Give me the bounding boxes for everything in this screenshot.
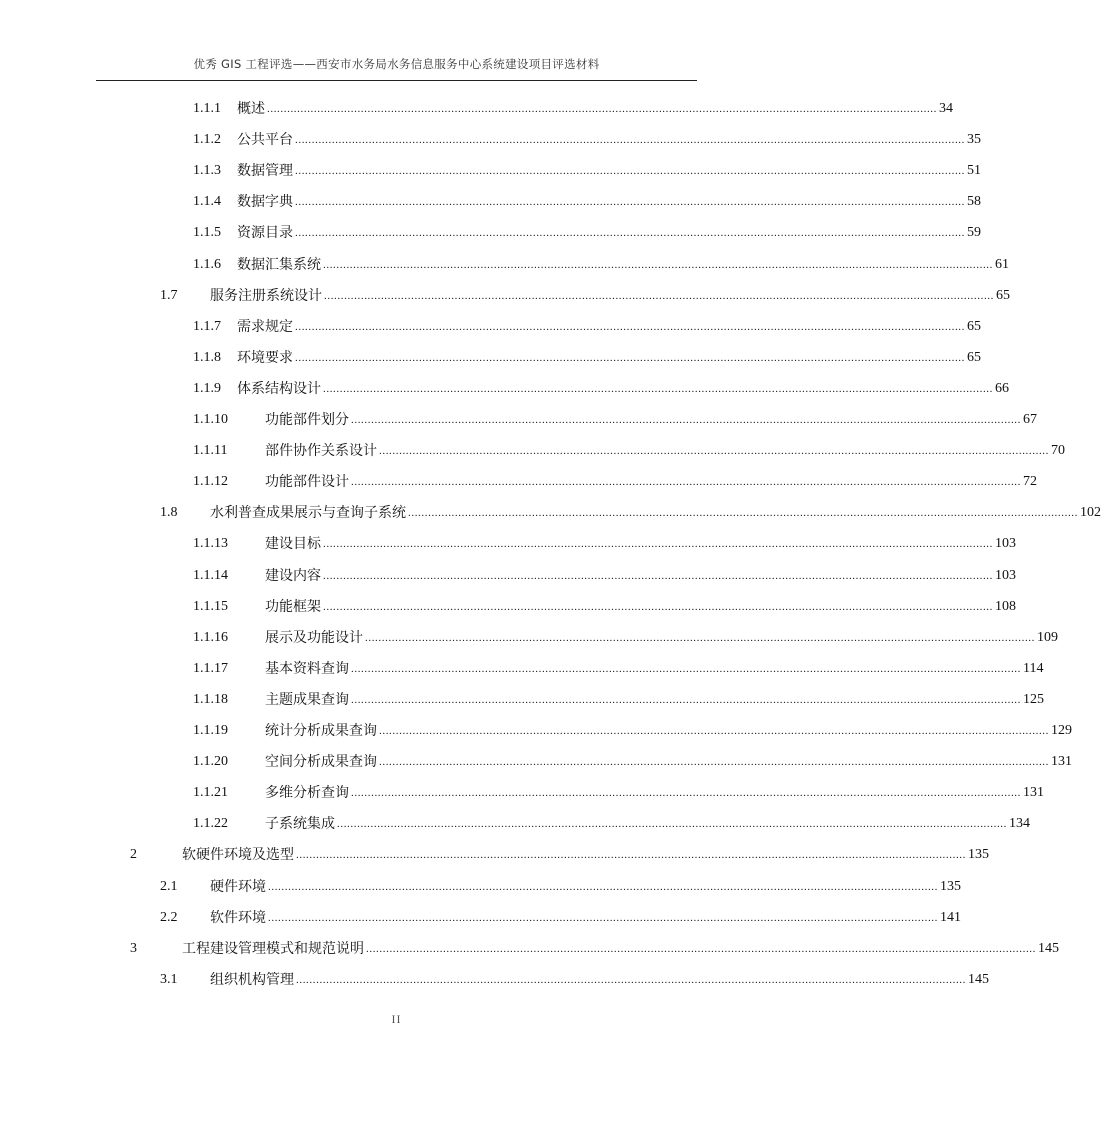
toc-entry-page: 131 — [1023, 785, 1044, 801]
toc-entry-number: 1.1.13 — [193, 536, 228, 552]
toc-entry[interactable] — [193, 128, 981, 149]
toc-entry-title: 建设目标 — [265, 536, 321, 553]
toc-entry-page: 114 — [1023, 660, 1044, 676]
toc-entry-title: 体系结构设计 — [237, 380, 321, 397]
toc-entry-number: 1.1.14 — [193, 567, 228, 583]
toc-entry-number: 1.1.19 — [193, 723, 228, 738]
toc-entry[interactable] — [160, 906, 961, 926]
toc-entry[interactable] — [193, 626, 1058, 646]
toc-dot-leader: ........................................................................................................................................................................................................ — [365, 631, 1035, 644]
toc-entry[interactable] — [193, 595, 1016, 615]
toc-entry-page: 34 — [939, 101, 953, 116]
toc-dot-leader: ........................................................................................................................................................................................................ — [351, 693, 1021, 706]
toc-dot-leader: ........................................................................................................................................................................................................ — [324, 289, 994, 302]
toc-dot-leader: ........................................................................................................................................................................................................ — [295, 165, 965, 178]
toc-entry[interactable] — [193, 253, 1009, 273]
toc-entry-title: 数据汇集系统 — [237, 256, 321, 273]
toc-dot-leader: ........................................................................................................................................................................................................ — [379, 445, 1049, 458]
toc-entry[interactable] — [160, 875, 961, 895]
toc-entry-page: 135 — [940, 878, 961, 894]
toc-entry-number: 1.1.17 — [193, 660, 228, 676]
toc-dot-leader: ........................................................................................................................................................................................................ — [379, 756, 1049, 769]
toc-dot-leader: ........................................................................................................................................................................................................ — [323, 258, 993, 271]
toc-entry[interactable] — [193, 532, 1016, 553]
toc-entry-title: 概述 — [237, 101, 265, 117]
toc-entry-page: 141 — [940, 909, 961, 925]
toc-entry-number: 1.1.18 — [193, 691, 228, 707]
toc-entry-page: 65 — [996, 287, 1010, 303]
toc-entry-page: 70 — [1051, 443, 1065, 459]
toc-entry-title: 组织机构管理 — [210, 971, 294, 988]
toc-entry[interactable] — [130, 843, 989, 864]
toc-entry-number: 1.1.7 — [193, 318, 221, 334]
toc-entry[interactable] — [193, 781, 1044, 802]
toc-entry-number: 1.1.16 — [193, 629, 228, 645]
toc-dot-leader: ........................................................................................................................................................................................................ — [268, 911, 938, 924]
toc-entry-page: 35 — [967, 132, 981, 148]
toc-entry[interactable] — [193, 688, 1044, 708]
toc-entry[interactable] — [193, 812, 1030, 833]
toc-entry[interactable] — [193, 346, 981, 366]
toc-entry-page: 67 — [1023, 412, 1037, 427]
toc-entry-page: 145 — [1038, 940, 1059, 956]
toc-entry-title: 需求规定 — [237, 318, 293, 335]
toc-entry-title: 服务注册系统设计 — [210, 287, 322, 304]
toc-entry-title: 子系统集成 — [265, 816, 335, 833]
toc-entry[interactable] — [193, 159, 981, 180]
toc-entry-title: 硬件环境 — [210, 878, 266, 895]
toc-entry-title: 功能部件划分 — [265, 412, 349, 428]
toc-entry[interactable] — [193, 470, 1037, 491]
toc-entry-number: 3.1 — [160, 971, 178, 987]
toc-entry-number: 1.1.4 — [193, 194, 221, 210]
toc-entry[interactable] — [193, 221, 981, 242]
toc-dot-leader: ........................................................................................................................................................................................................ — [296, 849, 966, 862]
toc-dot-leader: ........................................................................................................................................................................................................ — [408, 507, 1078, 520]
toc-entry-number: 1.1.3 — [193, 163, 221, 179]
toc-entry-title: 数据字典 — [237, 194, 293, 211]
toc-dot-leader: ........................................................................................................................................................................................................ — [295, 351, 965, 364]
toc-entry-number: 1.7 — [160, 287, 178, 303]
toc-entry[interactable] — [160, 284, 1010, 304]
toc-entry-number: 1.1.5 — [193, 225, 221, 241]
toc-dot-leader: ........................................................................................................................................................................................................ — [366, 942, 1036, 955]
toc-dot-leader: ........................................................................................................................................................................................................ — [337, 818, 1007, 831]
toc-entry[interactable] — [193, 315, 981, 335]
toc-dot-leader: ........................................................................................................................................................................................................ — [351, 414, 1021, 426]
toc-dot-leader: ........................................................................................................................................................................................................ — [351, 787, 1021, 800]
toc-entry[interactable] — [193, 408, 1037, 428]
toc-entry-number: 1.1.10 — [193, 412, 228, 427]
toc-dot-leader: ........................................................................................................................................................................................................ — [323, 569, 993, 582]
toc-entry-page: 134 — [1009, 816, 1030, 832]
toc-entry-page: 103 — [995, 567, 1016, 583]
toc-entry[interactable] — [193, 439, 1065, 460]
running-header: 优秀 GIS 工程评选——西安市水务局水务信息服务中心系统建设项目评选材料 — [193, 57, 600, 71]
toc-entry-title: 功能框架 — [265, 598, 321, 615]
toc-entry-page: 145 — [968, 971, 989, 987]
toc-entry-title: 软件环境 — [210, 909, 266, 926]
toc-entry[interactable] — [160, 501, 1101, 522]
toc-entry-title: 展示及功能设计 — [265, 629, 363, 646]
toc-entry-title: 软硬件环境及选型 — [182, 847, 294, 864]
toc-entry-title: 多维分析查询 — [265, 785, 349, 802]
toc-entry-page: 125 — [1023, 691, 1044, 707]
toc-dot-leader: ........................................................................................................................................................................................................ — [295, 320, 965, 333]
toc-entry-page: 65 — [967, 349, 981, 365]
toc-entry-page: 102 — [1080, 505, 1101, 521]
toc-entry-title: 水利普查成果展示与查询子系统 — [210, 505, 406, 522]
toc-entry-number: 1.1.1 — [193, 101, 221, 116]
toc-entry[interactable] — [193, 657, 1044, 677]
toc-entry-number: 1.1.9 — [193, 380, 221, 396]
toc-entry-page: 103 — [995, 536, 1016, 552]
toc-entry-page: 58 — [967, 194, 981, 210]
toc-dot-leader: ........................................................................................................................................................................................................ — [295, 196, 965, 209]
toc-entry-number: 1.8 — [160, 505, 178, 521]
toc-entry-page: 109 — [1037, 629, 1058, 645]
toc-entry-title: 基本资料查询 — [265, 660, 349, 677]
toc-entry-page: 72 — [1023, 474, 1037, 490]
toc-entry[interactable] — [193, 719, 1072, 739]
toc-dot-leader: ........................................................................................................................................................................................................ — [268, 880, 938, 893]
toc-entry-page: 135 — [968, 847, 989, 863]
toc-entry-title: 工程建设管理模式和规范说明 — [182, 940, 364, 957]
toc-entry[interactable] — [160, 968, 989, 988]
toc-entry-number: 1.1.8 — [193, 349, 221, 365]
toc-entry-number: 1.1.11 — [193, 443, 228, 459]
toc-entry-number: 1.1.15 — [193, 598, 228, 614]
toc-entry-title: 建设内容 — [265, 567, 321, 584]
toc-dot-leader: ........................................................................................................................................................................................................ — [267, 103, 937, 115]
toc-entry-page: 61 — [995, 256, 1009, 272]
toc-entry-title: 公共平台 — [237, 132, 293, 149]
toc-entry-number: 2 — [130, 847, 137, 863]
toc-entry-title: 主题成果查询 — [265, 691, 349, 708]
toc-dot-leader: ........................................................................................................................................................................................................ — [296, 973, 966, 986]
toc-dot-leader: ........................................................................................................................................................................................................ — [323, 600, 993, 613]
toc-entry-page: 129 — [1051, 723, 1072, 738]
toc-entry-title: 环境要求 — [237, 349, 293, 366]
toc-dot-leader: ........................................................................................................................................................................................................ — [351, 476, 1021, 489]
toc-entry-number: 1.1.6 — [193, 256, 221, 272]
toc-dot-leader: ........................................................................................................................................................................................................ — [323, 538, 993, 551]
toc-entry-number: 2.1 — [160, 878, 178, 894]
toc-entry-page: 66 — [995, 380, 1009, 396]
toc-entry-title: 资源目录 — [237, 225, 293, 242]
toc-entry-page: 131 — [1051, 754, 1072, 770]
toc-entry-title: 功能部件设计 — [265, 474, 349, 491]
header-rule — [96, 80, 697, 81]
toc-entry-title: 空间分析成果查询 — [265, 754, 377, 771]
toc-entry-number: 1.1.2 — [193, 132, 221, 148]
toc-entry-number: 3 — [130, 940, 137, 956]
toc-entry[interactable] — [193, 564, 1016, 584]
toc-entry[interactable] — [130, 937, 1059, 957]
toc-entry[interactable] — [193, 377, 1009, 397]
toc-entry-page: 59 — [967, 225, 981, 241]
toc-entry-title: 部件协作关系设计 — [265, 443, 377, 460]
page-number: II — [391, 1012, 402, 1026]
toc-entry[interactable] — [193, 750, 1072, 771]
toc-entry-number: 1.1.21 — [193, 785, 228, 801]
toc-entry-number: 1.1.20 — [193, 754, 228, 770]
toc-entry[interactable] — [193, 190, 981, 211]
toc-entry-number: 1.1.12 — [193, 474, 228, 490]
toc-dot-leader: ........................................................................................................................................................................................................ — [379, 725, 1049, 737]
toc-entry-title: 数据管理 — [237, 163, 293, 180]
toc-entry-number: 2.2 — [160, 909, 178, 925]
toc-dot-leader: ........................................................................................................................................................................................................ — [351, 662, 1021, 675]
toc-entry-page: 108 — [995, 598, 1016, 614]
toc-entry-page: 51 — [967, 163, 981, 179]
toc-dot-leader: ........................................................................................................................................................................................................ — [323, 382, 993, 395]
toc-dot-leader: ........................................................................................................................................................................................................ — [295, 227, 965, 240]
toc-dot-leader: ........................................................................................................................................................................................................ — [295, 134, 965, 147]
toc-entry[interactable] — [193, 97, 953, 117]
toc-entry-page: 65 — [967, 318, 981, 334]
toc-entry-title: 统计分析成果查询 — [265, 723, 377, 739]
toc-entry-number: 1.1.22 — [193, 816, 228, 832]
